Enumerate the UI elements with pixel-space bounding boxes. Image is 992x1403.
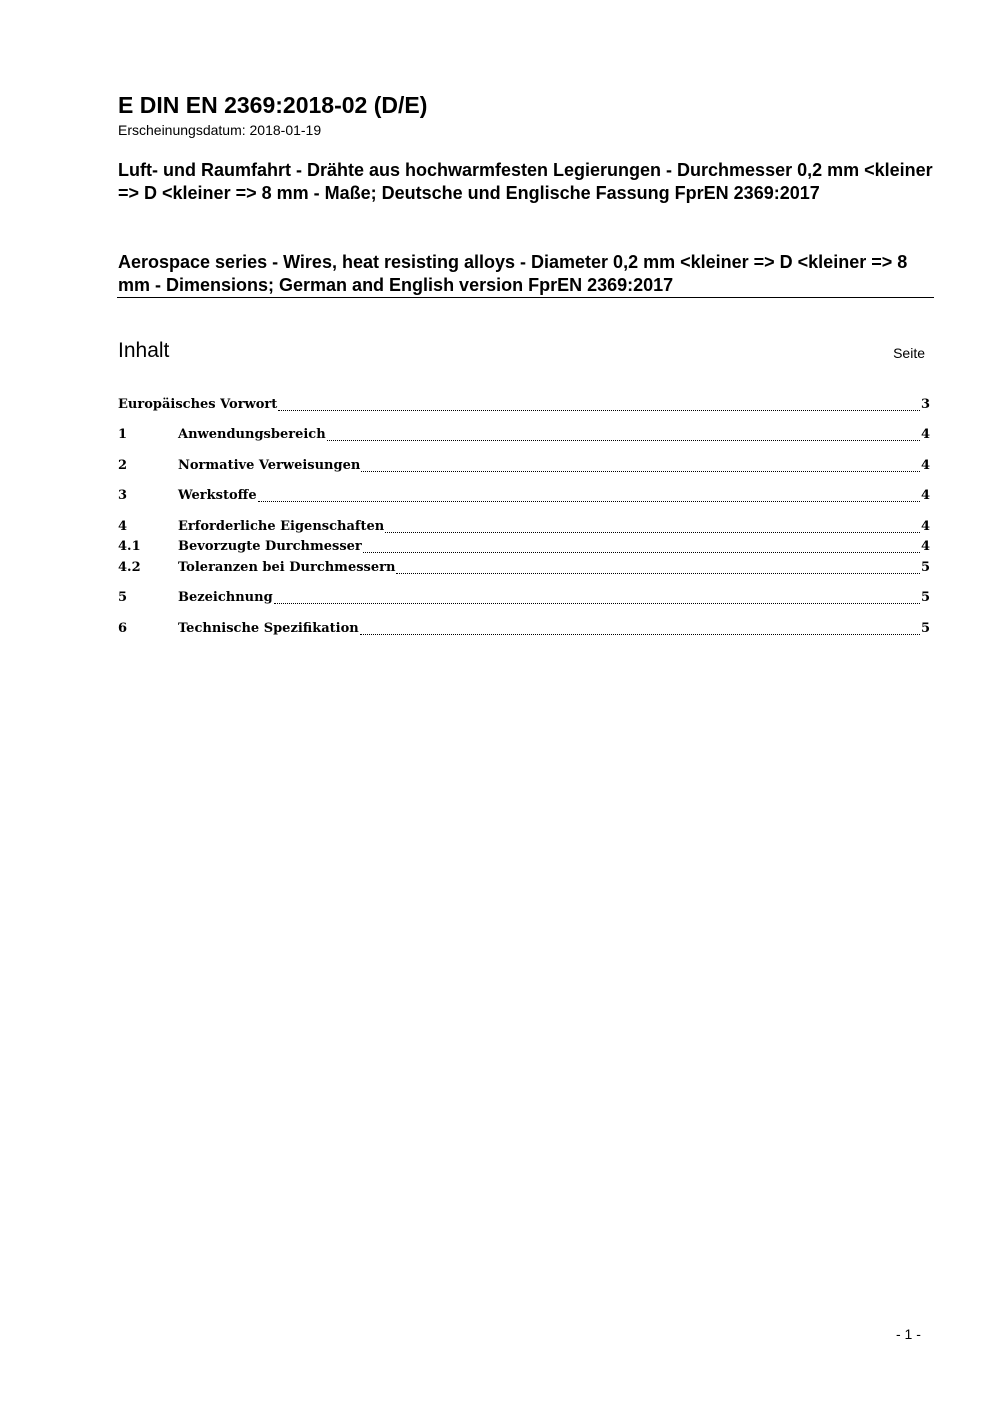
toc-heading: Inhalt [118, 339, 170, 362]
toc-entry-4-2[interactable] [118, 558, 930, 578]
publication-date: Erscheinungsdatum: 2018-01-19 [118, 122, 322, 138]
title-english: Aerospace series - Wires, heat resisting alloys - Diameter 0,2 mm <kleiner => D <kleiner => 8 mm - Dimensions; German and English version FprEN 2369:2017 [118, 252, 908, 295]
toc-entry-title: Toleranzen bei Durchmessern [178, 560, 396, 575]
toc-entry-6[interactable] [118, 619, 930, 639]
toc-entry-page: 5 [920, 560, 930, 575]
toc-entry-page: 4 [920, 539, 930, 554]
toc-leader [278, 410, 920, 411]
toc-entry-5[interactable] [118, 588, 930, 608]
toc-entry-number: 1 [118, 427, 128, 442]
toc-entry-number: 4.1 [118, 539, 141, 554]
toc-entry-title: Normative Verweisungen [178, 458, 361, 473]
toc-leader [360, 634, 920, 635]
toc-leader [274, 603, 920, 604]
toc-entry-2[interactable] [118, 456, 930, 476]
toc-entry-page: 5 [920, 590, 930, 605]
toc-entry-page: 4 [920, 458, 930, 473]
toc-leader [396, 573, 920, 574]
toc-entry-page: 3 [920, 397, 930, 412]
toc-entry-title: Erforderliche Eigenschaften [178, 519, 385, 534]
toc-entry-page: 4 [920, 427, 930, 442]
toc-entry-foreword[interactable] [118, 395, 930, 415]
toc-entry-number: 4.2 [118, 560, 141, 575]
toc-leader [385, 532, 920, 533]
toc-entry-4[interactable] [118, 517, 930, 537]
toc-entry-number: 5 [118, 590, 128, 605]
toc-entry-title: Technische Spezifikation [178, 621, 359, 636]
toc-entry-number: 4 [118, 519, 128, 534]
toc-entry-page: 4 [920, 519, 930, 534]
toc-leader [363, 552, 920, 553]
toc-entry-title: Europäisches Vorwort [118, 397, 278, 412]
toc-entry-title: Bevorzugte Durchmesser [178, 539, 362, 554]
toc-entry-title: Anwendungsbereich [178, 427, 326, 442]
toc-entry-page: 5 [920, 621, 930, 636]
title-divider [117, 297, 934, 298]
toc-entry-number: 2 [118, 458, 128, 473]
toc-page-label: Seite [893, 345, 925, 361]
toc-entry-4-1[interactable] [118, 537, 930, 557]
page-number: - 1 - [896, 1326, 921, 1342]
toc-entry-3[interactable] [118, 486, 930, 506]
toc-entry-page: 4 [920, 488, 930, 503]
toc-entry-title: Bezeichnung [178, 590, 273, 605]
toc-entry-number: 3 [118, 488, 128, 503]
toc-entry-title: Werkstoffe [178, 488, 257, 503]
toc-entry-number: 6 [118, 621, 128, 636]
title-german: Luft- und Raumfahrt - Drähte aus hochwarmfesten Legierungen - Durchmesser 0,2 mm <kleiner => D <kleiner => 8 mm - Maße; Deutsche und Englische Fassung FprEN 2369:2017 [118, 160, 933, 203]
toc-leader [327, 440, 920, 441]
toc-entry-1[interactable] [118, 425, 930, 445]
toc-leader [361, 471, 920, 472]
document-id: E DIN EN 2369:2018-02 (D/E) [118, 92, 428, 118]
toc-leader [258, 501, 920, 502]
